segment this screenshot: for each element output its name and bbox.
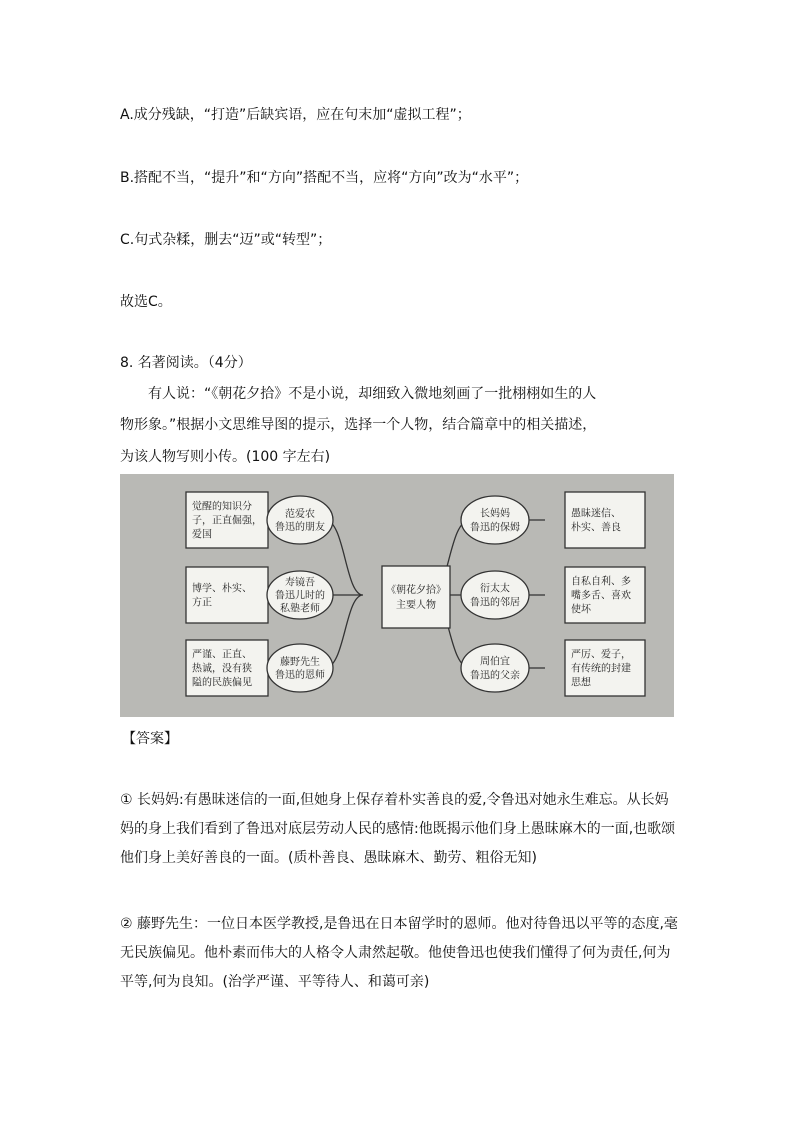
person-label-left: 鲁迅儿时的 [275, 590, 325, 602]
mindmap-diagram [120, 474, 674, 717]
person-label-right: 长妈妈 [480, 508, 510, 520]
trait-text-left: 方正 [192, 597, 212, 609]
trait-box-left [186, 567, 268, 623]
option-b: B.搭配不当，“提升”和“方向”搭配不当，应将“方向”改为“水平”； [120, 170, 529, 186]
trait-text-right: 严厉、爱子， [571, 649, 631, 661]
trait-text-left: 爱国 [192, 529, 212, 541]
trait-text-left: 严谨、正直、 [192, 649, 252, 661]
question-prompt-line3: 为该人物写则小传。(100 字左右) [120, 449, 331, 465]
option-c: C.句式杂糅，删去“迈”或“转型”； [120, 232, 332, 248]
center-node-label: 主要人物 [396, 600, 436, 611]
person-label-left: 寿镜吾 [285, 577, 315, 589]
mindmap-photo [120, 474, 674, 717]
trait-text-left: 子，正直倔强， [192, 515, 262, 527]
trait-text-right: 使坏 [571, 604, 591, 616]
person-label-right: 鲁迅的保姆 [470, 522, 520, 534]
trait-text-right: 朴实、善良 [571, 522, 621, 534]
trait-text-left: 热诚，没有狭 [192, 663, 252, 675]
person-label-left: 藤野先生 [280, 657, 320, 668]
answer-label: 【答案】 [122, 731, 178, 747]
trait-text-left: 觉醒的知识分 [192, 501, 252, 513]
person-node-left [267, 496, 333, 544]
person-node-right [461, 644, 529, 692]
person-label-left: 鲁迅的恩师 [275, 670, 325, 681]
trait-text-left: 博学、朴实、 [192, 583, 252, 595]
center-node-label: 《朝花夕拾》 [386, 585, 446, 596]
conclusion: 故选C。 [120, 294, 172, 310]
person-label-right: 周伯宜 [480, 656, 510, 668]
person-node-right [461, 571, 529, 619]
question-heading: 8. 名著阅读。（4分） [120, 355, 252, 371]
person-label-right: 衍太太 [480, 583, 510, 595]
trait-text-right: 自私自利、多 [571, 576, 631, 588]
person-label-left: 范爱农 [285, 509, 315, 520]
answer-paragraph-1: ① 长妈妈:有愚昧迷信的一面,但她身上保存着朴实善良的爱,令鲁迅对她永生难忘。从长妈妈的身上我们看到了鲁迅对底层劳动人民的感情:他既揭示他们身上愚昧麻木的一面,也歌颂他们身上美好善良的一面。(质朴善良、愚昧麻木、勤劳、粗俗无知) [120, 792, 676, 866]
person-label-left: 鲁迅的朋友 [275, 522, 325, 533]
question-prompt-line1: 有人说：“《朝花夕拾》不是小说，却细致入微地刻画了一批栩栩如生的人 [148, 386, 597, 402]
person-label-right: 鲁迅的邻居 [470, 597, 520, 609]
trait-text-right: 有传统的封建 [571, 663, 631, 675]
person-node-right [461, 496, 529, 544]
trait-text-right: 嘴多舌、喜欢 [571, 590, 631, 602]
trait-text-right: 愚昧迷信、 [571, 508, 621, 520]
person-label-left: 私塾老师 [280, 603, 320, 615]
option-a: A.成分残缺，“打造”后缺宾语，应在句末加“虚拟工程”； [120, 107, 471, 123]
question-prompt-line2: 物形象。”根据小文思维导图的提示，选择一个人物，结合篇章中的相关描述， [120, 417, 597, 433]
center-node [382, 566, 450, 628]
person-label-right: 鲁迅的父亲 [470, 670, 520, 682]
trait-text-left: 隘的民族偏见 [192, 677, 252, 689]
answer-paragraph-2: ② 藤野先生：一位日本医学教授,是鲁迅在日本留学时的恩师。他对待鲁迅以平等的态度,毫无民族偏见。他朴素而伟大的人格令人肃然起敬。他使鲁迅也使我们懂得了何为责任,何为平等,何为良知。(治学严谨、平等待人、和蔼可亲) [120, 916, 678, 990]
person-node-left [267, 644, 333, 692]
trait-box-right [565, 492, 645, 548]
trait-text-right: 思想 [571, 677, 591, 689]
